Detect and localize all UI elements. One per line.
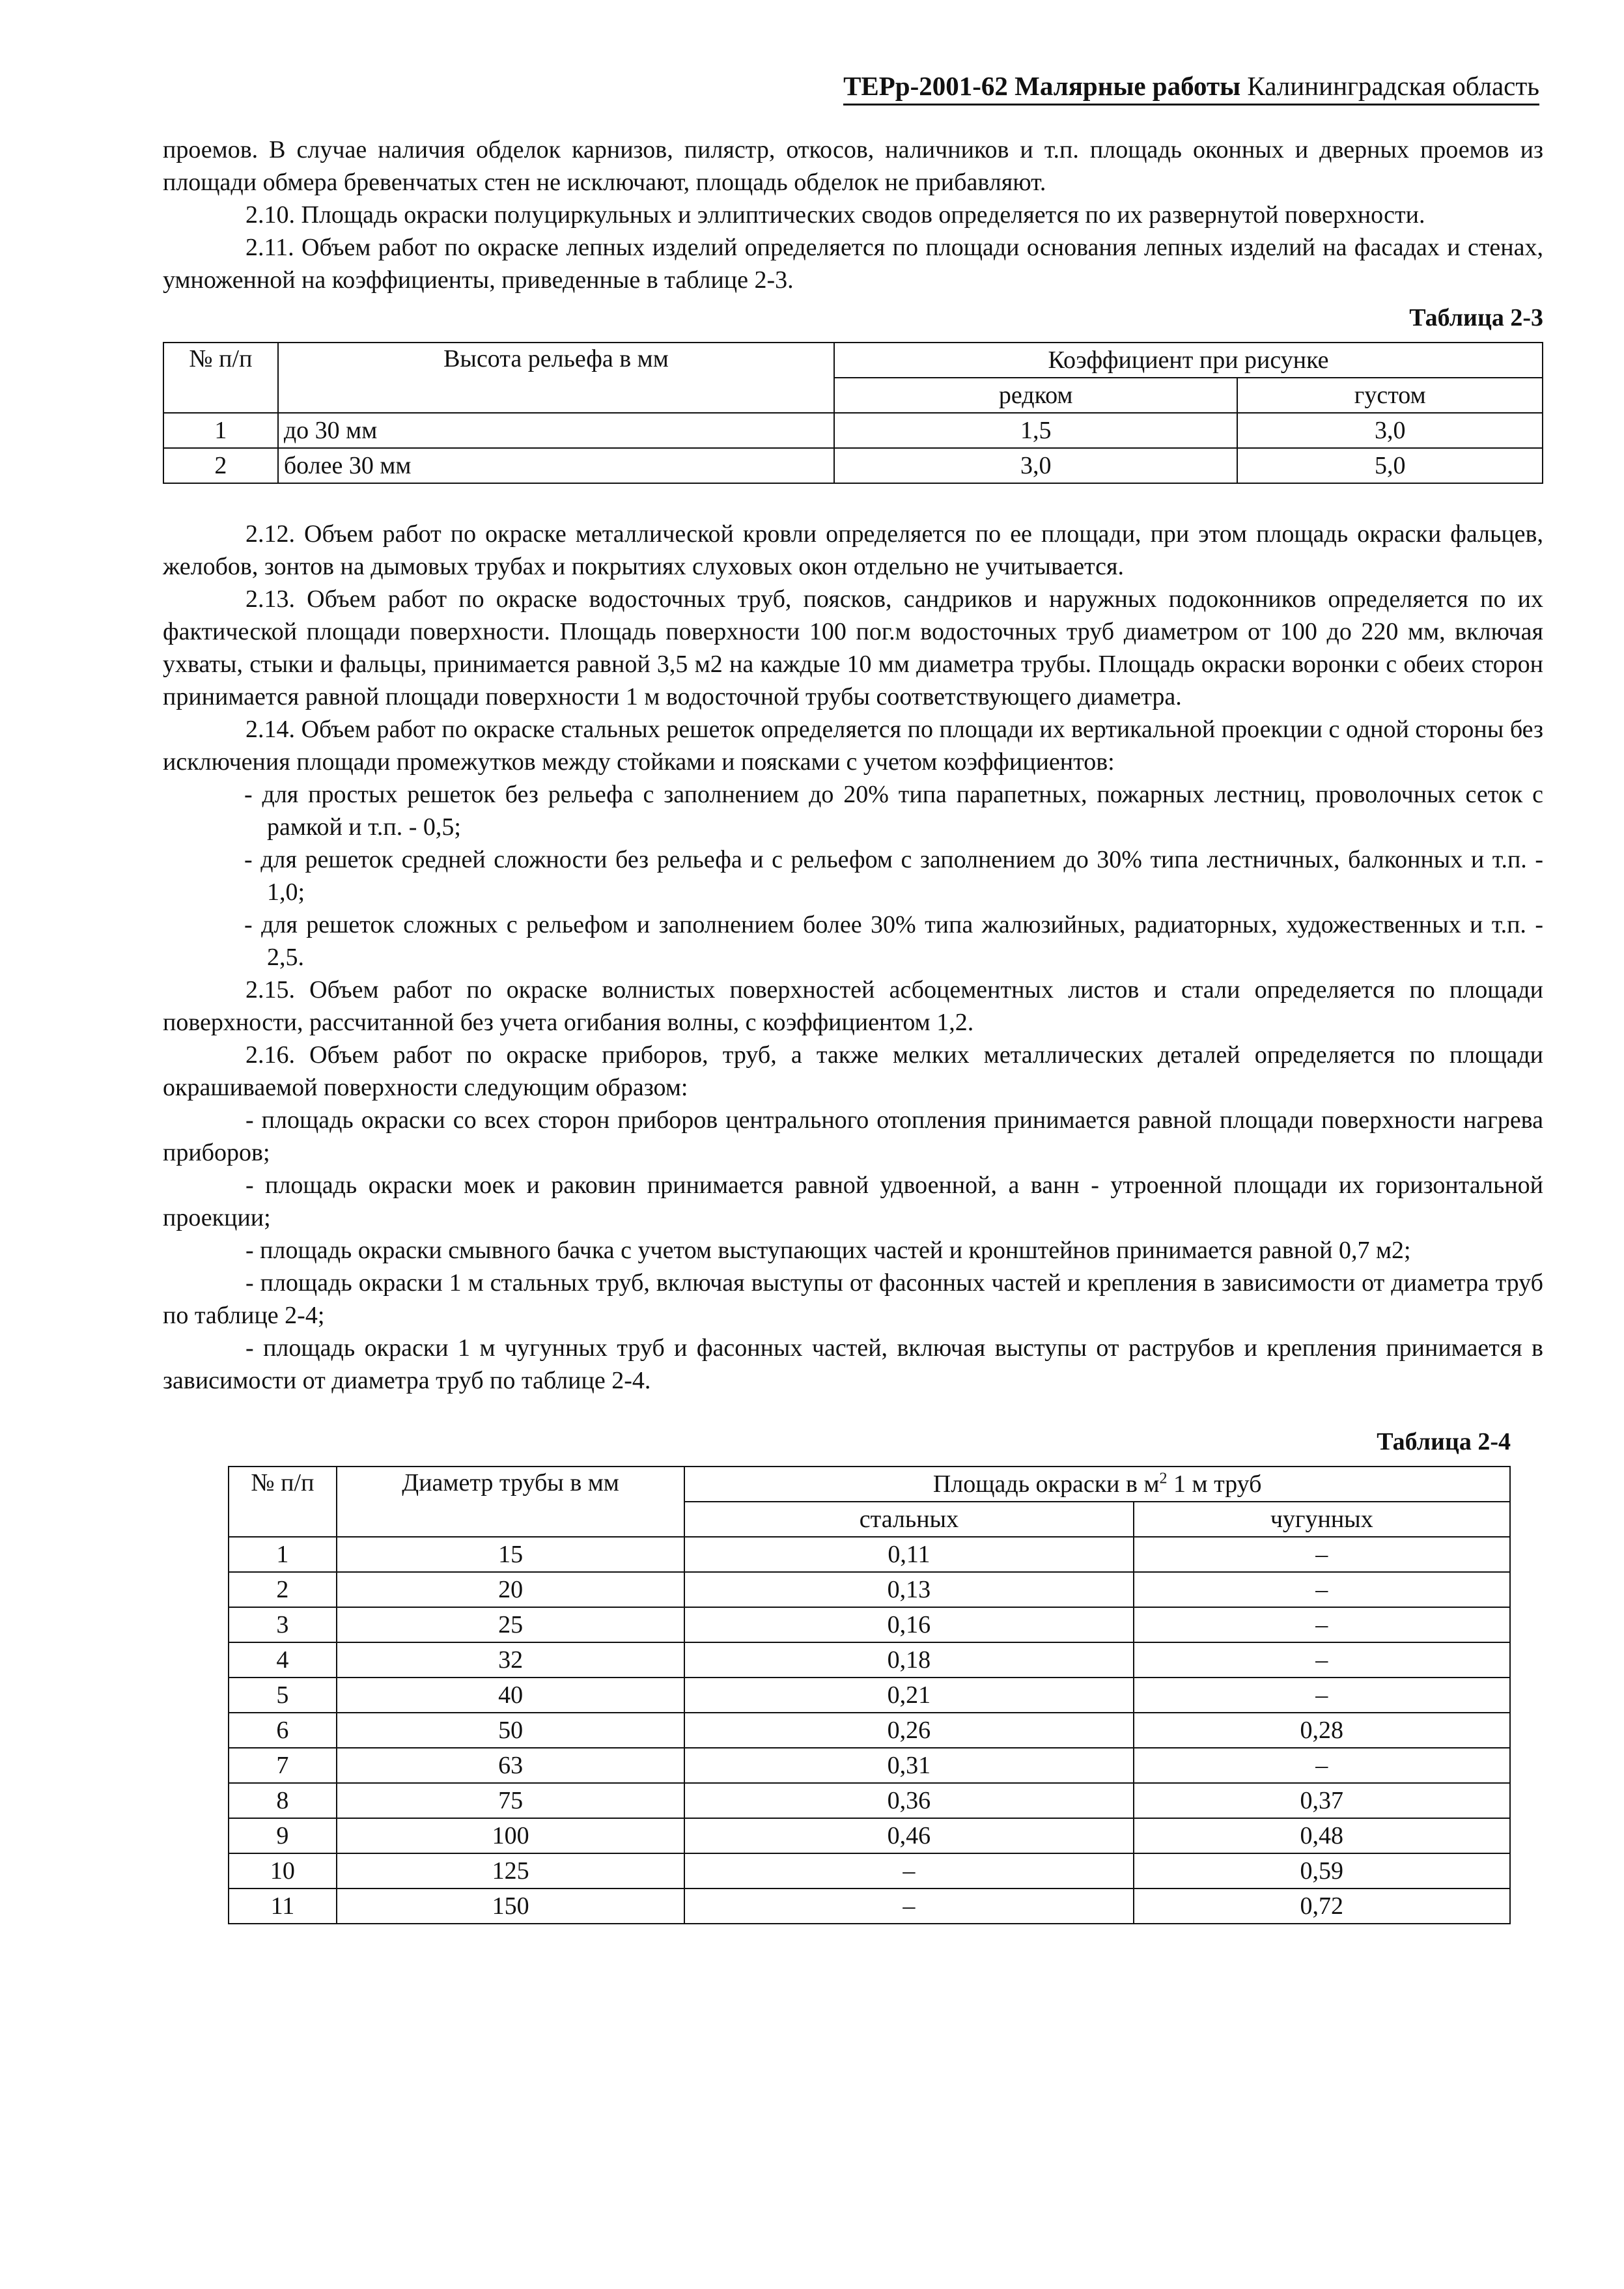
table-cell: 0,18 — [684, 1642, 1133, 1678]
table-cell: 0,59 — [1134, 1853, 1510, 1889]
table-cell: 3,0 — [834, 448, 1237, 483]
list-item: - для решеток средней сложности без рельефа и с рельефом с заполнением до 30% типа лестничных, балконных и т.п. - 1,0; — [244, 846, 1543, 906]
table-2-4 — [228, 1466, 1511, 1924]
table-cell: 2 — [229, 1572, 337, 1607]
table-cell: 40 — [337, 1678, 684, 1713]
paragraph-2-10: 2.10. Площадь окраски полуциркульных и эллиптических сводов определяется по их развернутой поверхности. — [245, 201, 1425, 229]
table-row — [163, 413, 1543, 448]
paragraph-2-15: 2.15. Объем работ по окраске волнистых поверхностей асбоцементных листов и стали определяется по площади поверхности, рассчитанной без учета огибания волны, с коэффициентом 1,2. — [163, 976, 1543, 1036]
table-cell: более 30 мм — [278, 448, 834, 483]
table-header-row — [229, 1467, 1510, 1502]
table-row — [229, 1607, 1510, 1642]
header-cell: стальных — [684, 1502, 1133, 1537]
table-cell: 0,31 — [684, 1748, 1133, 1783]
header-cell: чугунных — [1134, 1502, 1510, 1537]
header-cell: Коэффициент при рисунке — [834, 343, 1543, 378]
table-row — [229, 1642, 1510, 1678]
table-row — [163, 448, 1543, 483]
table-cell: 1 — [229, 1537, 337, 1572]
table-cell: 2 — [163, 448, 278, 483]
table-cell: 10 — [229, 1853, 337, 1889]
running-header — [843, 70, 1539, 105]
table-row — [229, 1853, 1510, 1889]
table-row — [229, 1572, 1510, 1607]
table-cell: 3 — [229, 1607, 337, 1642]
list-item: - площадь окраски со всех сторон приборов центрального отопления принимается равной площади поверхности нагрева приборов; — [163, 1106, 1543, 1166]
header-cell — [684, 1467, 1510, 1502]
table-2-3-caption: Таблица 2-3 — [1409, 304, 1543, 331]
list-item: - для решеток сложных с рельефом и заполнением более 30% типа жалюзийных, радиаторных, художественных и т.п. - 2,5. — [244, 911, 1543, 971]
table-row — [229, 1748, 1510, 1783]
table-cell: 4 — [229, 1642, 337, 1678]
table-cell: 6 — [229, 1713, 337, 1748]
document-body — [163, 133, 1543, 1924]
table-cell: 32 — [337, 1642, 684, 1678]
paragraph-2-11: 2.11. Объем работ по окраске лепных изделий определяется по площади основания лепных изделий на фасадах и стенах, умноженной на коэффициенты, приведенные в таблице 2-3. — [163, 234, 1543, 294]
table-cell: 0,46 — [684, 1818, 1133, 1853]
paragraph-2-14: 2.14. Объем работ по окраске стальных решеток определяется по площади их вертикальной проекции с одной стороны без исключения площади промежутков между стойками и поясками с учетом коэффициентов: — [163, 716, 1543, 776]
table-row — [229, 1818, 1510, 1853]
table-2-3 — [163, 342, 1543, 484]
table-row — [229, 1537, 1510, 1572]
paragraph-2-16: 2.16. Объем работ по окраске приборов, труб, а также мелких металлических деталей определяется по площади окрашиваемой поверхности следующим образом: — [163, 1041, 1543, 1101]
table-cell: до 30 мм — [278, 413, 834, 448]
header-text: Площадь окраски в м — [932, 1470, 1160, 1498]
table-cell: 50 — [337, 1713, 684, 1748]
table-cell: 25 — [337, 1607, 684, 1642]
table-cell: – — [1134, 1537, 1510, 1572]
table-cell: 1,5 — [834, 413, 1237, 448]
superscript: 2 — [1159, 1470, 1168, 1487]
table-cell: – — [1134, 1678, 1510, 1713]
table-row — [229, 1678, 1510, 1713]
table-cell: – — [1134, 1642, 1510, 1678]
table-cell: – — [684, 1889, 1133, 1924]
header-cell: густом — [1237, 378, 1543, 413]
table-cell: 8 — [229, 1783, 337, 1818]
table-cell: 0,72 — [1134, 1889, 1510, 1924]
table-cell: 11 — [229, 1889, 337, 1924]
table-cell: – — [684, 1853, 1133, 1889]
list-item: - площадь окраски моек и раковин принимается равной удвоенной, а ванн - утроенной площади их горизонтальной проекции; — [163, 1172, 1543, 1231]
header-cell: Высота рельефа в мм — [278, 343, 834, 413]
header-cell: № п/п — [163, 343, 278, 413]
table-header-row — [163, 343, 1543, 378]
table-cell: 0,21 — [684, 1678, 1133, 1713]
table-2-4-caption: Таблица 2-4 — [1377, 1428, 1511, 1455]
table-cell: 0,48 — [1134, 1818, 1510, 1853]
table-cell: 0,16 — [684, 1607, 1133, 1642]
table-cell: 0,28 — [1134, 1713, 1510, 1748]
header-cell: редком — [834, 378, 1237, 413]
table-cell: 125 — [337, 1853, 684, 1889]
header-cell: № п/п — [229, 1467, 337, 1537]
table-row — [229, 1783, 1510, 1818]
list-item: - для простых решеток без рельефа с заполнением до 20% типа парапетных, пожарных лестниц, проволочных сеток с рамкой и т.п. - 0,5; — [244, 781, 1543, 841]
header-cell: Диаметр трубы в мм — [337, 1467, 684, 1537]
table-cell: 0,36 — [684, 1783, 1133, 1818]
table-cell: – — [1134, 1748, 1510, 1783]
table-cell: 75 — [337, 1783, 684, 1818]
header-code: ТЕРр-2001-62 Малярные работы — [843, 71, 1241, 101]
list-item: - площадь окраски 1 м стальных труб, включая выступы от фасонных частей и крепления в зависимости от диаметра труб по таблице 2-4; — [163, 1269, 1543, 1329]
table-cell: 0,13 — [684, 1572, 1133, 1607]
table-cell: – — [1134, 1572, 1510, 1607]
header-region: Калининградская область — [1247, 71, 1539, 101]
table-cell: 3,0 — [1237, 413, 1543, 448]
table-cell: 63 — [337, 1748, 684, 1783]
table-cell: 9 — [229, 1818, 337, 1853]
table-cell: 150 — [337, 1889, 684, 1924]
list-item: - площадь окраски 1 м чугунных труб и фасонных частей, включая выступы от раструбов и крепления принимается в зависимости от диаметра труб по таблице 2-4. — [163, 1334, 1543, 1394]
table-cell: 15 — [337, 1537, 684, 1572]
header-text: 1 м труб — [1167, 1470, 1262, 1498]
paragraph: проемов. В случае наличия обделок карнизов, пилястр, откосов, наличников и т.п. площадь оконных и дверных проемов из площади обмера бревенчатых стен не исключают, площадь обделок не прибавляют. — [163, 136, 1543, 196]
table-cell: 100 — [337, 1818, 684, 1853]
table-row — [229, 1713, 1510, 1748]
table-cell: – — [1134, 1607, 1510, 1642]
table-cell: 1 — [163, 413, 278, 448]
table-cell: 5 — [229, 1678, 337, 1713]
table-2-4-body — [229, 1537, 1510, 1924]
table-cell: 7 — [229, 1748, 337, 1783]
table-cell: 0,26 — [684, 1713, 1133, 1748]
paragraph-2-12: 2.12. Объем работ по окраске металлической кровли определяется по ее площади, при этом площадь окраски фальцев, желобов, зонтов на дымовых трубах и покрытиях слуховых окон отдельно не учитывается. — [163, 520, 1543, 580]
paragraph-2-13: 2.13. Объем работ по окраске водосточных труб, поясков, сандриков и наружных подоконников определяется по их фактической площади поверхности. Площадь поверхности 100 пог.м водосточных труб диаметром от 100 до 220 мм, включая ухваты, стыки и фальцы, принимается равной 3,5 м2 на каждые 10 мм диаметра трубы. Площадь окраски воронки с обеих сторон принимается равной площади поверхности 1 м водосточной трубы соответствующего диаметра. — [163, 585, 1543, 710]
table-cell: 20 — [337, 1572, 684, 1607]
table-cell: 0,11 — [684, 1537, 1133, 1572]
table-cell: 0,37 — [1134, 1783, 1510, 1818]
table-row — [229, 1889, 1510, 1924]
table-cell: 5,0 — [1237, 448, 1543, 483]
list-item: - площадь окраски смывного бачка с учетом выступающих частей и кронштейнов принимается равной 0,7 м2; — [245, 1237, 1411, 1264]
